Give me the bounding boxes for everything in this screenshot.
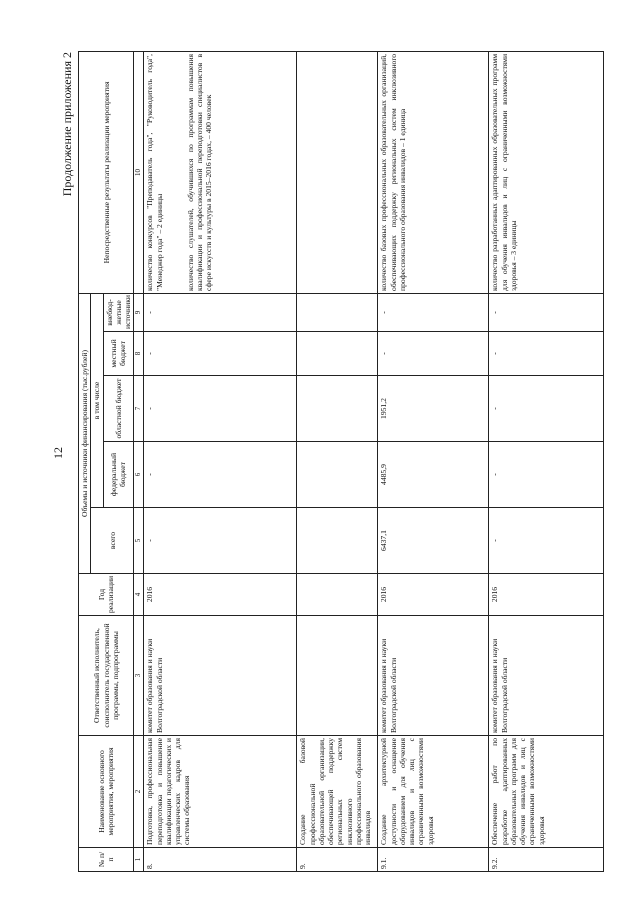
header-local: местный бюджет <box>103 332 134 376</box>
header-funding: Объемы и источники финансирования (тыс.рублей) <box>79 293 91 573</box>
page-number: 12 <box>51 447 65 459</box>
column-number: 10 <box>134 51 144 293</box>
row-year: 2016 <box>489 574 604 616</box>
row-local: - <box>144 332 297 376</box>
result-text: количество слушателей, обучившихся по программам повышения квалификации и профессиональной переподготовки специалистов в сфере искусств и культуры в 2015–2016 годах, – 400 человек <box>185 53 214 291</box>
column-number: 8 <box>134 332 144 376</box>
measures-table <box>78 51 604 872</box>
header-row <box>79 51 91 871</box>
row-year <box>297 574 378 616</box>
header-name: Наименование основного мероприятия, мероприятия <box>79 736 134 848</box>
row-results: количество разработанных адаптированных образовательных программ для обучения инвалидов и лиц с ограниченными возможностями здоровья – 3 единицы <box>489 51 604 293</box>
table-row <box>378 51 489 871</box>
row-federal: 4485,9 <box>378 442 489 508</box>
row-no: 9. <box>297 848 378 872</box>
column-number: 4 <box>134 574 144 616</box>
row-total <box>297 508 378 574</box>
row-federal: - <box>144 442 297 508</box>
row-executor: комитет образования и науки Волгоградской области <box>144 616 297 736</box>
row-results <box>297 51 378 293</box>
row-extra <box>297 293 378 331</box>
rotated-page-content <box>60 52 620 872</box>
header-no: № п/п <box>79 848 134 872</box>
table-row <box>144 51 297 871</box>
row-results <box>144 51 297 293</box>
column-number: 3 <box>134 616 144 736</box>
row-year: 2016 <box>144 574 297 616</box>
header-regional: областной бюджет <box>103 376 134 442</box>
header-federal: федеральный бюджет <box>103 442 134 508</box>
row-total: - <box>144 508 297 574</box>
row-name: Создание архитектурной доступности и оснащение оборудованием для обучения инвалидов и лиц с ограниченными возможностями здоровья <box>378 736 489 848</box>
header-executor: Ответственный исполнитель, соисполнитель государственной программы, подпрограммы <box>79 616 134 736</box>
row-regional <box>297 376 378 442</box>
row-no: 8. <box>144 848 297 872</box>
row-no: 9.1. <box>378 848 489 872</box>
header-year: Год реализации <box>79 574 134 616</box>
row-local: - <box>489 332 604 376</box>
row-local <box>297 332 378 376</box>
continuation-title: Продолжение приложения 2 <box>60 52 74 197</box>
header-extra: внебюд-жетные источники <box>103 293 134 331</box>
header-results: Непосредственные результаты реализации мероприятия <box>79 51 134 293</box>
row-regional: - <box>489 376 604 442</box>
row-executor: комитет образования и науки Волгоградской области <box>378 616 489 736</box>
column-number: 6 <box>134 442 144 508</box>
row-regional: - <box>144 376 297 442</box>
row-total: - <box>489 508 604 574</box>
row-extra: - <box>144 293 297 331</box>
column-number: 2 <box>134 736 144 848</box>
row-name: Создание базовой профессиональной образовательной организации, обеспечивающей поддержку региональных систем инклюзивного профессионального образования инвалидов <box>297 736 378 848</box>
row-federal <box>297 442 378 508</box>
row-total: 6437,1 <box>378 508 489 574</box>
row-no: 9.2. <box>489 848 604 872</box>
row-extra: - <box>378 293 489 331</box>
row-local: - <box>378 332 489 376</box>
result-text: количество конкурсов "Преподаватель года", "Руководитель года", "Менеджер года" – 2 единицы <box>145 53 164 291</box>
row-name: Обеспечение работ по разработке адаптированных образовательных программ для обучения инвалидов и лиц с ограниченными возможностями здоровья <box>489 736 604 848</box>
row-federal: - <box>489 442 604 508</box>
row-regional: 1951,2 <box>378 376 489 442</box>
row-extra: - <box>489 293 604 331</box>
column-numbers-row <box>134 51 144 871</box>
row-executor <box>297 616 378 736</box>
row-name: Подготовка, профессиональная переподготовка и повышение квалификации педагогических и управленческих кадров для системы образования <box>144 736 297 848</box>
header-incl: в том числе <box>91 293 103 507</box>
column-number: 7 <box>134 376 144 442</box>
row-results: количество базовых профессиональных образовательных организаций, обеспечивающих поддержку региональных систем инклюзивного профессионального образования инвалидов – 1 единица <box>378 51 489 293</box>
header-total: всего <box>91 508 134 574</box>
table-row <box>489 51 604 871</box>
column-number: 1 <box>134 848 144 872</box>
table-row <box>297 51 378 871</box>
row-executor: комитет образования и науки Волгоградской области <box>489 616 604 736</box>
column-number: 9 <box>134 293 144 331</box>
column-number: 5 <box>134 508 144 574</box>
row-year: 2016 <box>378 574 489 616</box>
